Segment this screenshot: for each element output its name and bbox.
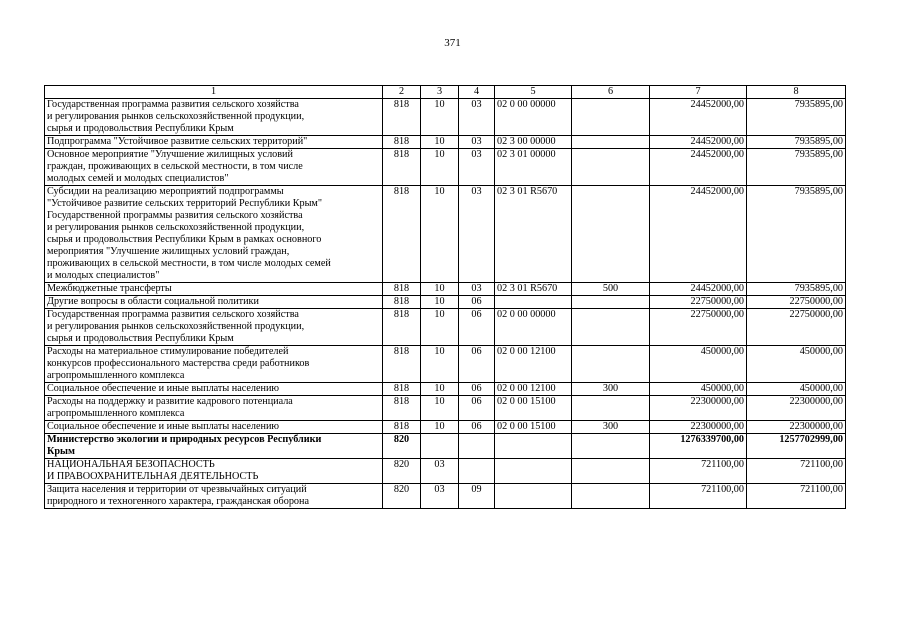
- amount-col8-cell: 450000,00: [747, 346, 846, 383]
- row-name-cell: Другие вопросы в области социальной политики: [45, 296, 383, 309]
- amount-col8-cell: 7935895,00: [747, 99, 846, 136]
- admin-code-cell: 818: [383, 396, 421, 421]
- header-row: [45, 86, 846, 99]
- admin-code-cell: 818: [383, 383, 421, 396]
- target-article-cell: [495, 459, 572, 484]
- subsection-code-cell: 09: [459, 484, 495, 509]
- subsection-code-cell: 06: [459, 396, 495, 421]
- row-name-cell: Министерство экологии и природных ресурсов Республики Крым: [45, 434, 383, 459]
- target-article-cell: 02 0 00 12100: [495, 346, 572, 383]
- section-code-cell: 10: [421, 346, 459, 383]
- row-name-cell: Основное мероприятие "Улучшение жилищных условий граждан, проживающих в сельской местности, в том числе молодых семей и молодых специалистов": [45, 149, 383, 186]
- target-article-cell: 02 3 01 00000: [495, 149, 572, 186]
- column-header: 6: [572, 86, 650, 99]
- admin-code-cell: 818: [383, 309, 421, 346]
- row-name-cell: Социальное обеспечение и иные выплаты населению: [45, 421, 383, 434]
- section-code-cell: 10: [421, 296, 459, 309]
- subsection-code-cell: 06: [459, 346, 495, 383]
- subsection-code-cell: 03: [459, 136, 495, 149]
- expense-type-cell: [572, 296, 650, 309]
- table-row: [45, 283, 846, 296]
- expense-type-cell: [572, 309, 650, 346]
- table-row: [45, 149, 846, 186]
- expense-type-cell: [572, 186, 650, 283]
- section-code-cell: 03: [421, 484, 459, 509]
- row-name-cell: Государственная программа развития сельского хозяйства и регулирования рынков сельскохозяйственной продукции, сырья и продовольствия Республики Крым: [45, 99, 383, 136]
- table-row: [45, 396, 846, 421]
- admin-code-cell: 820: [383, 434, 421, 459]
- admin-code-cell: 818: [383, 421, 421, 434]
- target-article-cell: 02 0 00 15100: [495, 421, 572, 434]
- amount-col8-cell: 1257702999,00: [747, 434, 846, 459]
- amount-col8-cell: 22300000,00: [747, 421, 846, 434]
- expense-type-cell: [572, 396, 650, 421]
- subsection-code-cell: 03: [459, 149, 495, 186]
- amount-col7-cell: 24452000,00: [650, 283, 747, 296]
- row-name-cell: Межбюджетные трансферты: [45, 283, 383, 296]
- amount-col8-cell: 450000,00: [747, 383, 846, 396]
- row-name-cell: НАЦИОНАЛЬНАЯ БЕЗОПАСНОСТЬ И ПРАВООХРАНИТЕЛЬНАЯ ДЕЯТЕЛЬНОСТЬ: [45, 459, 383, 484]
- target-article-cell: 02 0 00 00000: [495, 309, 572, 346]
- amount-col7-cell: 450000,00: [650, 346, 747, 383]
- table-row: [45, 296, 846, 309]
- section-code-cell: 10: [421, 309, 459, 346]
- admin-code-cell: 818: [383, 99, 421, 136]
- subsection-code-cell: [459, 434, 495, 459]
- expense-type-cell: [572, 99, 650, 136]
- amount-col7-cell: 24452000,00: [650, 186, 747, 283]
- column-header: 3: [421, 86, 459, 99]
- target-article-cell: [495, 484, 572, 509]
- expense-type-cell: 300: [572, 421, 650, 434]
- expense-type-cell: [572, 346, 650, 383]
- section-code-cell: [421, 434, 459, 459]
- amount-col7-cell: 22750000,00: [650, 296, 747, 309]
- row-name-cell: Социальное обеспечение и иные выплаты населению: [45, 383, 383, 396]
- row-name-cell: Государственная программа развития сельского хозяйства и регулирования рынков сельскохозяйственной продукции, сырья и продовольствия Республики Крым: [45, 309, 383, 346]
- table-body: [45, 99, 846, 509]
- table-row: [45, 186, 846, 283]
- section-code-cell: 10: [421, 99, 459, 136]
- expense-type-cell: [572, 459, 650, 484]
- column-header: 5: [495, 86, 572, 99]
- table-row: [45, 346, 846, 383]
- budget-table: [44, 85, 846, 509]
- row-name-cell: Защита населения и территории от чрезвычайных ситуаций природного и техногенного характера, гражданская оборона: [45, 484, 383, 509]
- subsection-code-cell: [459, 459, 495, 484]
- amount-col8-cell: 7935895,00: [747, 149, 846, 186]
- section-code-cell: 10: [421, 421, 459, 434]
- column-header: 8: [747, 86, 846, 99]
- column-header: 4: [459, 86, 495, 99]
- admin-code-cell: 818: [383, 283, 421, 296]
- amount-col7-cell: 24452000,00: [650, 136, 747, 149]
- expense-type-cell: [572, 484, 650, 509]
- table-row: [45, 99, 846, 136]
- amount-col7-cell: 721100,00: [650, 484, 747, 509]
- amount-col7-cell: 721100,00: [650, 459, 747, 484]
- table-row: [45, 459, 846, 484]
- amount-col7-cell: 24452000,00: [650, 149, 747, 186]
- amount-col8-cell: 22300000,00: [747, 396, 846, 421]
- expense-type-cell: 300: [572, 383, 650, 396]
- section-code-cell: 10: [421, 283, 459, 296]
- table-row: [45, 434, 846, 459]
- amount-col8-cell: 22750000,00: [747, 296, 846, 309]
- section-code-cell: 10: [421, 186, 459, 283]
- target-article-cell: [495, 296, 572, 309]
- amount-col8-cell: 7935895,00: [747, 136, 846, 149]
- column-header: 7: [650, 86, 747, 99]
- subsection-code-cell: 06: [459, 296, 495, 309]
- section-code-cell: 03: [421, 459, 459, 484]
- column-header: 2: [383, 86, 421, 99]
- admin-code-cell: 818: [383, 346, 421, 383]
- amount-col8-cell: 721100,00: [747, 484, 846, 509]
- table-row: [45, 383, 846, 396]
- column-header: 1: [45, 86, 383, 99]
- section-code-cell: 10: [421, 396, 459, 421]
- section-code-cell: 10: [421, 383, 459, 396]
- subsection-code-cell: 03: [459, 283, 495, 296]
- section-code-cell: 10: [421, 136, 459, 149]
- target-article-cell: 02 3 01 R5670: [495, 186, 572, 283]
- page-number: 371: [444, 37, 461, 49]
- amount-col7-cell: 22300000,00: [650, 421, 747, 434]
- subsection-code-cell: 06: [459, 383, 495, 396]
- subsection-code-cell: 03: [459, 99, 495, 136]
- amount-col7-cell: 24452000,00: [650, 99, 747, 136]
- admin-code-cell: 820: [383, 459, 421, 484]
- admin-code-cell: 820: [383, 484, 421, 509]
- amount-col7-cell: 1276339700,00: [650, 434, 747, 459]
- subsection-code-cell: 03: [459, 186, 495, 283]
- admin-code-cell: 818: [383, 136, 421, 149]
- amount-col8-cell: 7935895,00: [747, 186, 846, 283]
- target-article-cell: 02 0 00 15100: [495, 396, 572, 421]
- admin-code-cell: 818: [383, 296, 421, 309]
- expense-type-cell: [572, 434, 650, 459]
- admin-code-cell: 818: [383, 186, 421, 283]
- expense-type-cell: [572, 149, 650, 186]
- admin-code-cell: 818: [383, 149, 421, 186]
- subsection-code-cell: 06: [459, 421, 495, 434]
- table-row: [45, 484, 846, 509]
- target-article-cell: 02 0 00 00000: [495, 99, 572, 136]
- row-name-cell: Расходы на поддержку и развитие кадрового потенциала агропромышленного комплекса: [45, 396, 383, 421]
- target-article-cell: 02 0 00 12100: [495, 383, 572, 396]
- amount-col8-cell: 7935895,00: [747, 283, 846, 296]
- row-name-cell: Подпрограмма "Устойчивое развитие сельских территорий": [45, 136, 383, 149]
- subsection-code-cell: 06: [459, 309, 495, 346]
- target-article-cell: 02 3 01 R5670: [495, 283, 572, 296]
- row-name-cell: Расходы на материальное стимулирование победителей конкурсов профессионального мастерства среди работников агропромышленного комплекса: [45, 346, 383, 383]
- target-article-cell: 02 3 00 00000: [495, 136, 572, 149]
- expense-type-cell: [572, 136, 650, 149]
- table-row: [45, 309, 846, 346]
- expense-type-cell: 500: [572, 283, 650, 296]
- target-article-cell: [495, 434, 572, 459]
- table-row: [45, 421, 846, 434]
- amount-col8-cell: 721100,00: [747, 459, 846, 484]
- section-code-cell: 10: [421, 149, 459, 186]
- amount-col7-cell: 450000,00: [650, 383, 747, 396]
- amount-col7-cell: 22750000,00: [650, 309, 747, 346]
- table-row: [45, 136, 846, 149]
- row-name-cell: Субсидии на реализацию мероприятий подпрограммы "Устойчивое развитие сельских территорий Республики Крым" Государственной программы развития сельского хозяйства и регулирования рынков сельскохозяйственной продукции, сырья и продовольствия Республики Крым в рамках основного мероприятия "Улучшение жилищных условий граждан, проживающих в сельской местности, в том числе молодых семей и молодых специалистов": [45, 186, 383, 283]
- amount-col7-cell: 22300000,00: [650, 396, 747, 421]
- amount-col8-cell: 22750000,00: [747, 309, 846, 346]
